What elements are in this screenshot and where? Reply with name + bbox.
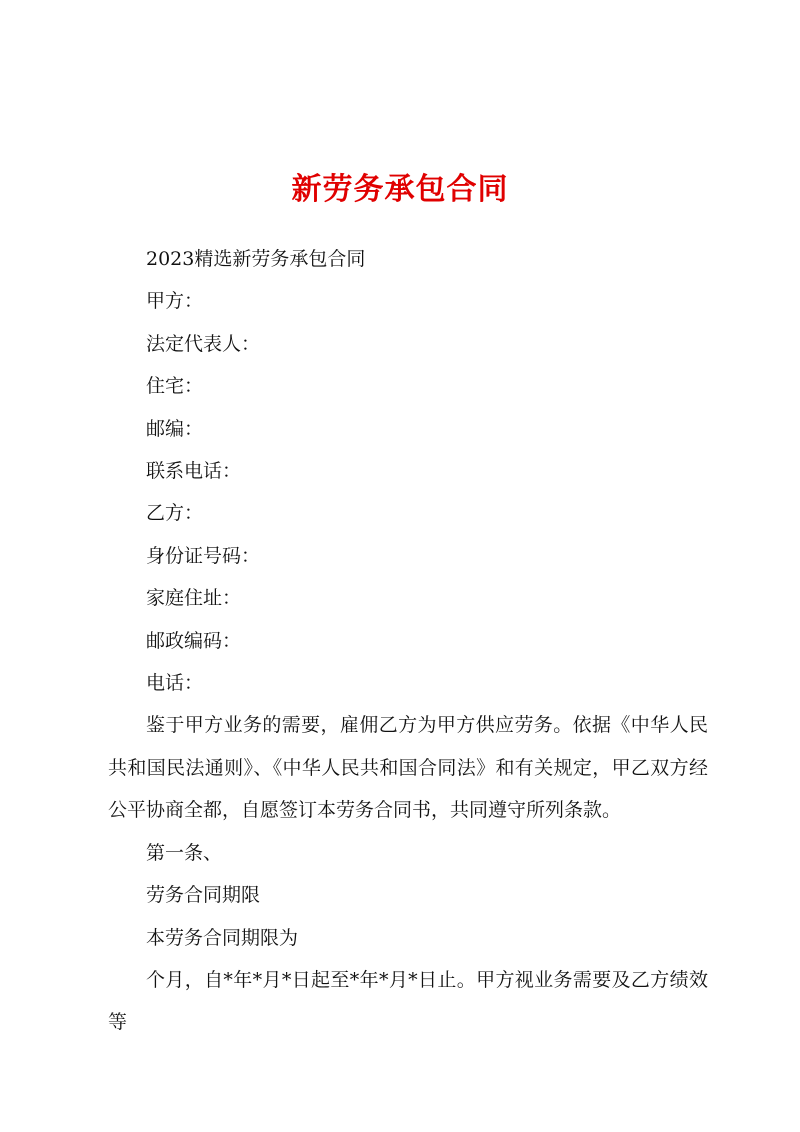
preamble-paragraph: 鉴于甲方业务的需要，雇佣乙方为甲方供应劳务。依据《中华人民共和国民法通则》、《中华人民共和国合同法》和有关规定，甲乙双方经公平协商全都，自愿签订本劳务合同书，共同遵守所列条款。: [108, 714, 708, 822]
term-detail-paragraph: 个月，自*年*月*日起至*年*月*日止。甲方视业务需要及乙方绩效等: [108, 968, 708, 1034]
field-phone: 电话：: [146, 672, 204, 695]
field-party-a: 甲方：: [146, 290, 204, 313]
field-postcode: 邮编：: [146, 417, 204, 440]
document-title: 新劳务承包合同: [291, 172, 509, 207]
field-contact-phone: 联系电话：: [146, 460, 242, 483]
field-home-address: 家庭住址：: [146, 587, 242, 610]
field-party-b: 乙方：: [146, 502, 204, 525]
article-1-number: 第一条、: [146, 841, 223, 864]
document-body: [108, 238, 708, 1044]
field-id-number: 身份证号码：: [146, 544, 261, 567]
article-1-title: 劳务合同期限: [146, 884, 261, 907]
doc-line-heading: 2023精选新劳务承包合同: [146, 248, 366, 270]
field-postal-code: 邮政编码：: [146, 629, 242, 652]
term-line: 本劳务合同期限为: [146, 926, 299, 949]
field-legal-representative: 法定代表人：: [146, 332, 261, 355]
field-residence: 住宅：: [146, 375, 204, 398]
